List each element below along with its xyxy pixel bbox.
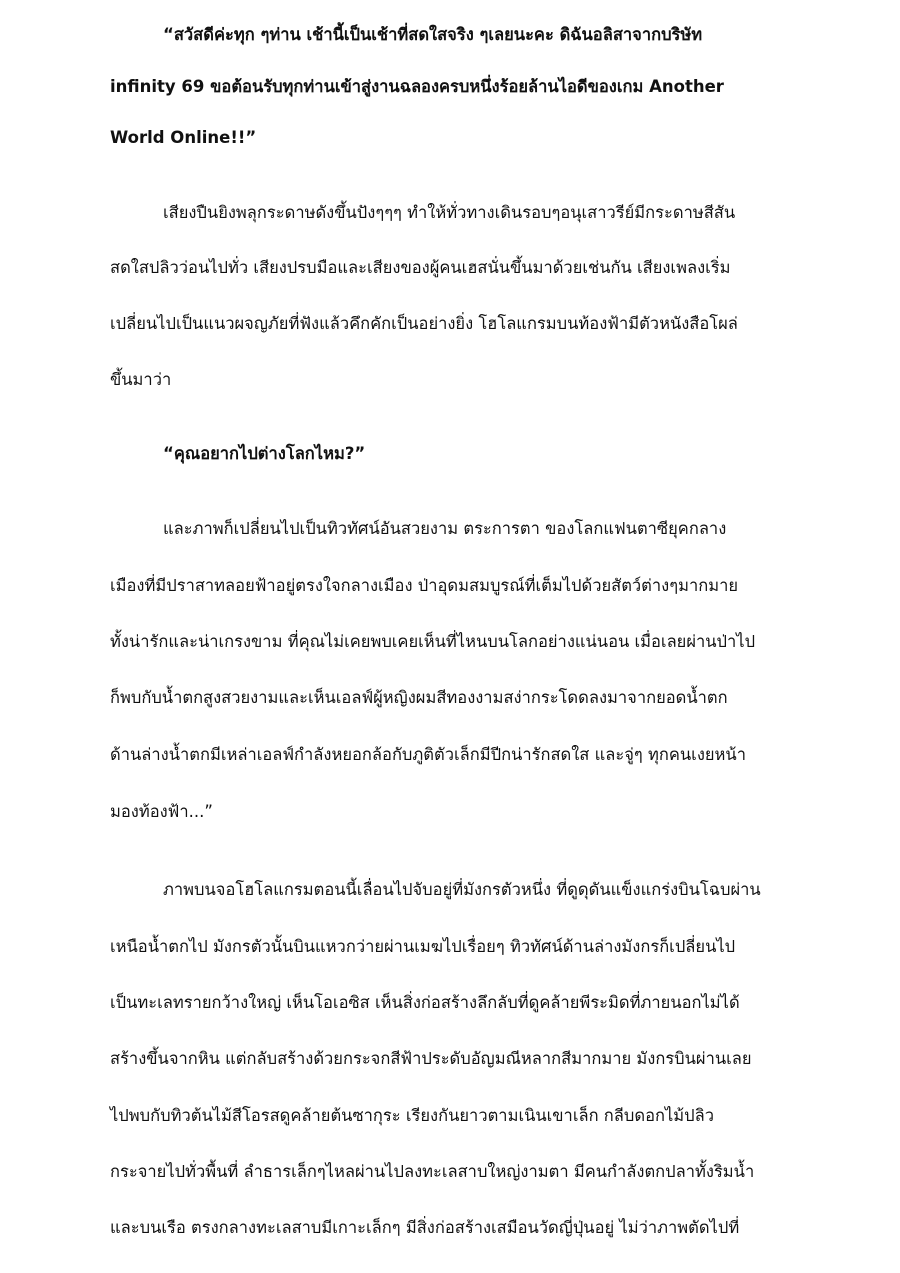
greeting-line-1: “สวัสดีค่ะทุก ๆท่าน เช้านี้เป็นเช้าที่สดใสจริง ๆเลยนะคะ ดิฉันอลิสาจากบริษัท — [163, 25, 703, 44]
dragon-line-2: เหนือน้ำตกไป มังกรตัวนั้นบินแหวกว่ายผ่านเมฆไปเรื่อยๆ ทิวทัศน์ด้านล่างมังกรก็เปลี่ยนไป — [110, 937, 736, 956]
greeting-line-3: World Online!!” — [110, 128, 257, 147]
question-line: “คุณอยากไปต่างโลกไหม?” — [163, 444, 366, 463]
dragon-line-7: และบนเรือ ตรงกลางทะเลสาบมีเกาะเล็กๆ มีสิ่งก่อสร้างเสมือนวัดญี่ปุ่นอยู่ ไม่ว่าภาพตัดไปที่ — [110, 1218, 740, 1237]
fantasy-line-5: ด้านล่างน้ำตกมีเหล่าเอลฟ์กำลังหยอกล้อกับภูติตัวเล็กมีปีกน่ารักสดใส และจู่ๆ ทุกคนเงยหน้า — [110, 745, 746, 764]
fantasy-line-6: มองท้องฟ้า...” — [110, 802, 213, 821]
dragon-line-5: ไปพบกับทิวต้นไม้สีโอรสดูคล้ายต้นซากุระ เรียงกันยาวตามเนินเขาเล็ก กลีบดอกไม้ปลิว — [110, 1106, 715, 1125]
fantasy-line-1: และภาพก็เปลี่ยนไปเป็นทิวทัศน์อันสวยงาม ตระการตา ของโลกแฟนตาซียุคกลาง — [163, 519, 727, 538]
dragon-line-4: สร้างขึ้นจากหิน แต่กลับสร้างด้วยกระจกสีฟ้าประดับอัญมณีหลากสีมากมาย มังกรบินผ่านเลย — [110, 1049, 752, 1068]
fantasy-line-3: ทั้งน่ารักและน่าเกรงขาม ที่คุณไม่เคยพบเคยเห็นที่ไหนบนโลกอย่างแน่นอน เมื่อเลยผ่านป่าไป — [110, 632, 756, 651]
celebration-line-3: เปลี่ยนไปเป็นแนวผจญภัยที่ฟังแล้วคึกคักเป็นอย่างยิ่ง โฮโลแกรมบนท้องฟ้ามีตัวหนังสือโผล่ — [110, 314, 738, 333]
dragon-line-3: เป็นทะเลทรายกว้างใหญ่ เห็นโอเอซิส เห็นสิ่งก่อสร้างลึกลับที่ดูคล้ายพีระมิดที่ภายนอกไม่ได้ — [110, 993, 740, 1012]
celebration-line-1: เสียงปืนยิงพลุกระดาษดังขึ้นปังๆๆๆ ทำให้ทั่วทางเดินรอบๆอนุเสาวรีย์มีกระดาษสีสัน — [163, 203, 736, 222]
fantasy-line-2: เมืองที่มีปราสาทลอยฟ้าอยู่ตรงใจกลางเมือง ป่าอุดมสมบูรณ์ที่เต็มไปด้วยสัตว์ต่างๆมากมาย — [110, 576, 739, 595]
greeting-line-2: infinity 69 ขอต้อนรับทุกท่านเข้าสู่งานฉลองครบหนึ่งร้อยล้านไอดีของเกม Another — [110, 77, 724, 96]
fantasy-line-4: ก็พบกับน้ำตกสูงสวยงามและเห็นเอลฟ์ผู้หญิงผมสีทองงามสง่ากระโดดลงมาจากยอดน้ำตก — [110, 688, 728, 707]
dragon-line-1: ภาพบนจอโฮโลแกรมตอนนี้เลื่อนไปจับอยู่ที่มังกรตัวหนึ่ง ที่ดูดุดันแข็งแกร่งบินโฉบผ่าน — [163, 880, 761, 899]
celebration-line-2: สดใสปลิวว่อนไปทั่ว เสียงปรบมือและเสียงของผู้คนเฮสนั่นขึ้นมาด้วยเช่นกัน เสียงเพลงเริ่ม — [110, 258, 731, 277]
dragon-line-6: กระจายไปทั่วพื้นที่ ลำธารเล็กๆไหลผ่านไปลงทะเลสาบใหญ่งามตา มีคนกำลังตกปลาทั้งริมน้ำ — [110, 1162, 755, 1181]
celebration-line-4: ขึ้นมาว่า — [110, 370, 172, 389]
